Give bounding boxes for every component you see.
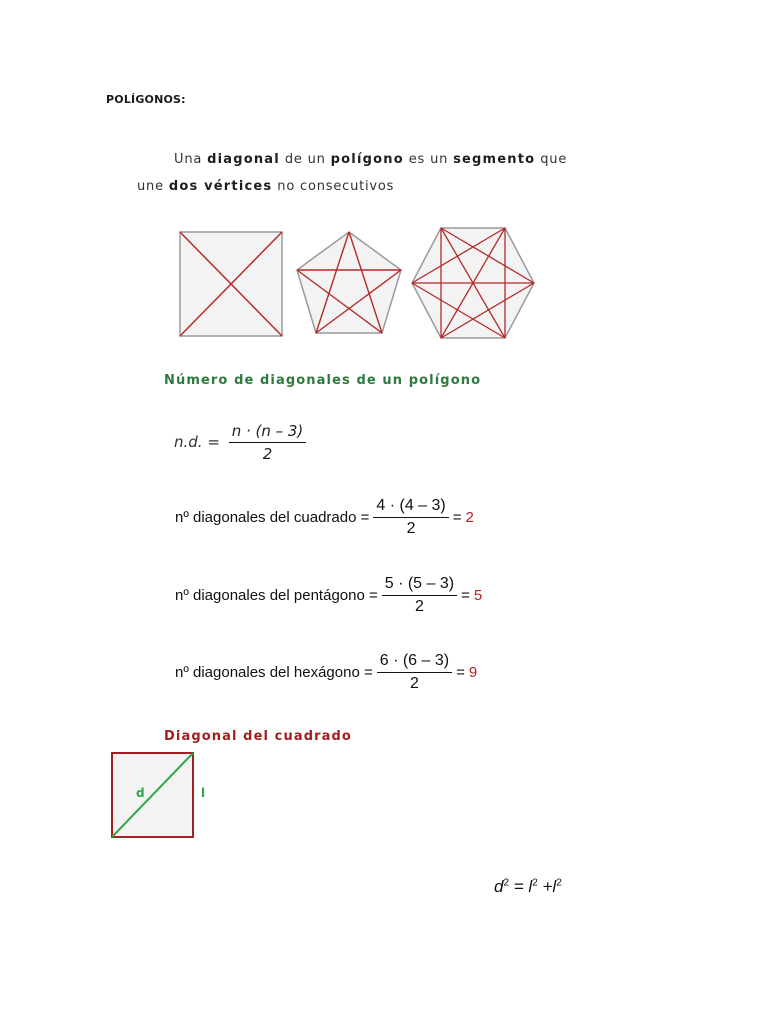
equation-fraction <box>377 652 452 693</box>
polygon-diagonals-figure <box>170 224 545 344</box>
formula-exponent: 2 <box>503 877 510 889</box>
equation-result: 2 <box>465 509 474 526</box>
equation-numerator: 4 · (4 – 3) <box>373 497 448 518</box>
equation-equals: = <box>452 509 462 526</box>
square-diagonal-figure <box>110 750 220 840</box>
equation-fraction <box>373 497 448 538</box>
formula-numerator: n · (n – 3) <box>229 422 307 443</box>
definition-text: de un <box>279 152 331 167</box>
term-segmento: segmento <box>453 152 536 167</box>
equation-label: nº diagonales del hexágono = <box>175 664 373 681</box>
equation-numerator: 5 · (5 – 3) <box>382 575 457 596</box>
pentagon-outline <box>297 232 401 333</box>
side-label: l <box>201 786 206 800</box>
formula-plus: + <box>537 877 553 896</box>
equation-label: nº diagonales del cuadrado = <box>175 509 370 526</box>
formula-exponent: 2 <box>532 877 538 889</box>
section-heading-number-of-diagonals: Número de diagonales de un polígono <box>164 373 482 388</box>
equation-equals: = <box>461 587 470 604</box>
term-diagonal: diagonal <box>207 152 280 167</box>
equation-numerator: 6 · (6 – 3) <box>377 652 452 673</box>
term-dos-vertices: dos vértices <box>168 179 273 194</box>
term-poligono: polígono <box>330 152 404 167</box>
formula-lhs: n.d. = <box>174 433 220 451</box>
formula-denominator: 2 <box>262 445 273 463</box>
definition-text: no consecutivos <box>272 179 395 194</box>
page-title: POLÍGONOS: <box>106 93 186 106</box>
definition-line-1 <box>174 152 567 167</box>
equation-hexagon <box>175 652 477 693</box>
formula-l: l <box>528 877 533 896</box>
formula-l: l <box>552 877 557 896</box>
equation-result: 9 <box>468 664 478 681</box>
diagonal-label: d <box>136 786 145 800</box>
formula-fraction <box>229 422 307 463</box>
definition-text: que <box>535 152 568 167</box>
equation-pentagon <box>175 575 482 616</box>
formula-d: d <box>494 877 504 896</box>
equation-denominator: 2 <box>406 520 416 537</box>
hexagon-with-diagonals <box>412 228 534 338</box>
equation-fraction <box>382 575 457 616</box>
definition-line-2 <box>137 179 394 194</box>
formula-exponent: 2 <box>556 877 562 889</box>
definition-text: es un <box>403 152 454 167</box>
definition-text: une <box>137 179 169 194</box>
square-with-diagonals <box>180 232 282 336</box>
equation-equals: = <box>456 664 465 681</box>
equation-denominator: 2 <box>409 675 419 692</box>
equation-denominator: 2 <box>414 598 424 615</box>
definition-text: Una <box>174 152 208 167</box>
equation-label: nº diagonales del pentágono = <box>175 587 378 604</box>
equation-result: 5 <box>473 587 483 604</box>
general-formula <box>174 422 310 463</box>
section-heading-square-diagonal: Diagonal del cuadrado <box>164 729 352 744</box>
pentagon-with-diagonals <box>297 232 401 333</box>
equation-square <box>175 497 474 538</box>
pythagoras-formula <box>494 877 562 897</box>
formula-equals: = <box>509 877 529 896</box>
